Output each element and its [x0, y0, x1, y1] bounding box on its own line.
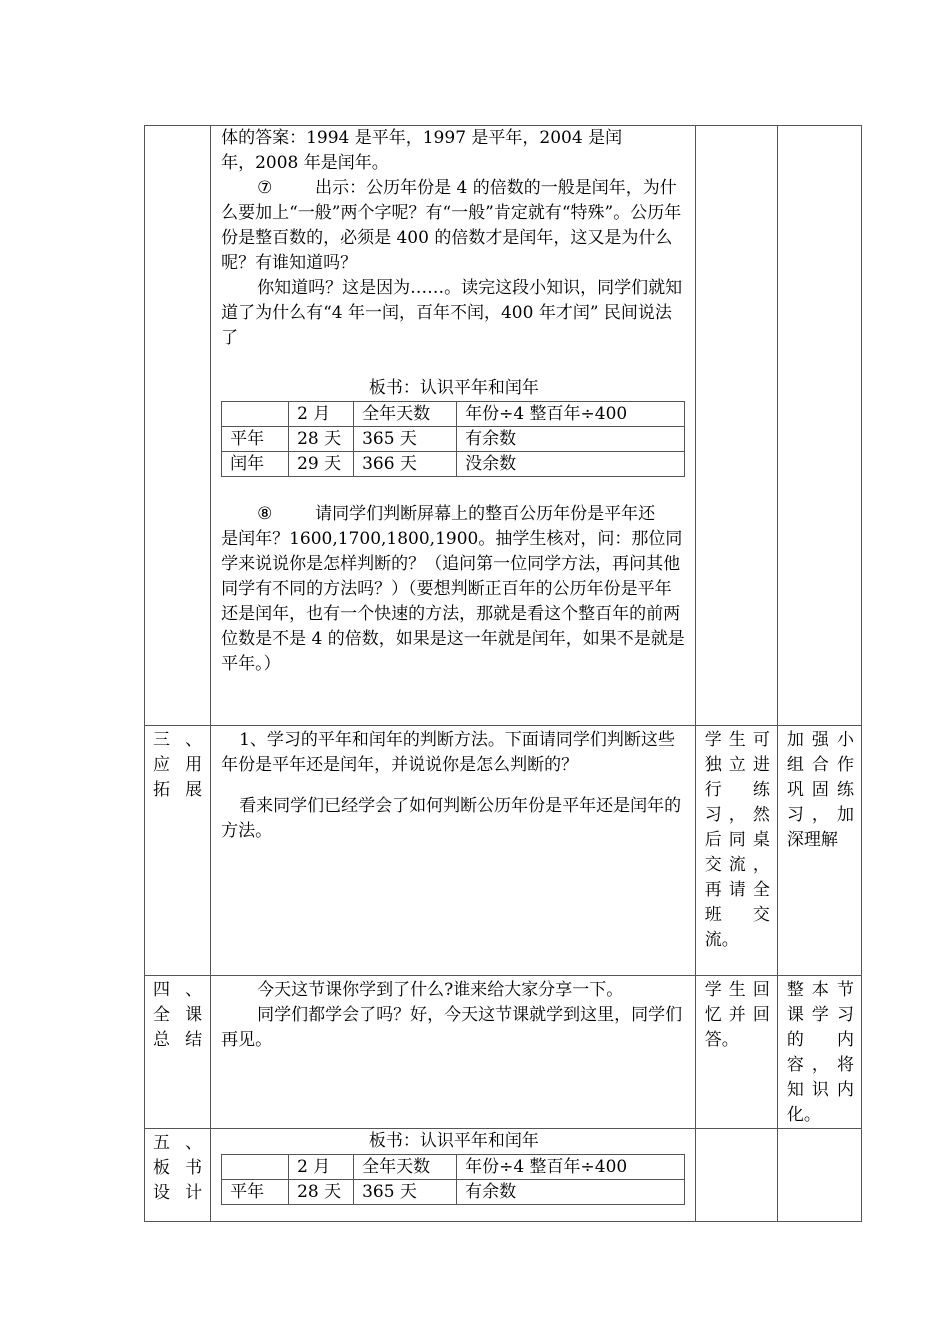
board-cell: 28 天	[289, 1180, 354, 1205]
table-row	[145, 976, 862, 1129]
teaching-process-cell	[211, 726, 696, 976]
teaching-process-cell	[211, 126, 696, 726]
item-8	[221, 502, 687, 527]
paragraph: 1、学习的平年和闰年的判断方法。下面请同学们判断这些年份是平年还是闰年，并说说你是怎么判断的？	[221, 730, 675, 775]
board-cell: 没余数	[457, 452, 685, 477]
board-cell: 闰年	[222, 452, 289, 477]
board-cell	[222, 1155, 289, 1180]
student-activity-cell	[695, 126, 777, 726]
design-intent-cell	[777, 976, 861, 1129]
board-cell: 29 天	[289, 452, 354, 477]
board-row	[222, 452, 685, 477]
stage-cell	[145, 726, 211, 976]
item-number: ⑦	[257, 178, 273, 198]
text-line: 体的答案：1994 是平年，1997 是平年，2004 是闰	[221, 128, 623, 148]
board-cell: 28 天	[289, 427, 354, 452]
board-cell: 有余数	[457, 427, 685, 452]
board-cell: 平年	[222, 427, 289, 452]
board-cell: 366 天	[354, 452, 457, 477]
student-activity-text: 学生可独立进行练习，然后同桌交流，再请全班交流。	[704, 730, 770, 950]
paragraph: 是闰年？1600,1700,1800,1900。抽学生核对，问：那位同学来说说你是怎样判断的？（追问第一位同学方法，再问其他同学有不同的方法吗？）（要想判断正百年的公历年份是平年还是闰年，也有一个快速的方法，那就是看这个整百年的前两位数是不是 4 的倍数，如果是这一年就是闰年，如果不是就是平年。）	[221, 529, 685, 674]
board-cell: 全年天数	[354, 402, 457, 427]
student-activity-cell	[695, 726, 777, 976]
design-intent-text: 加强小组合作巩固练习，加深理解	[786, 730, 854, 850]
student-activity-text: 学生回忆并回答。	[704, 980, 770, 1050]
paragraph: 同学们都学会了吗？好，今天这节课就学到这里，同学们再见。	[221, 1005, 683, 1050]
board-cell: 全年天数	[354, 1155, 457, 1180]
board-title: 板书：认识平年和闰年	[368, 1131, 539, 1151]
board-cell: 2 月	[289, 402, 354, 427]
lesson-plan-page	[144, 125, 862, 1222]
table-row	[145, 726, 862, 976]
item-text: 出示：公历年份是 4 的倍数的一般是闰年，为什	[315, 178, 677, 198]
item-number: ⑧	[257, 504, 273, 524]
board-title: 板书：认识平年和闰年	[368, 378, 539, 398]
paragraph: 看来同学们已经学会了如何判断公历年份是平年还是闰年的方法。	[221, 796, 682, 841]
design-intent-cell	[777, 126, 861, 726]
lesson-plan-table	[144, 125, 862, 1222]
board-cell: 年份÷4 整百年÷400	[457, 1155, 685, 1180]
board-cell	[222, 402, 289, 427]
paragraph: 么要加上“一般”两个字呢？有“一般”肯定就有“特殊”。公历年份是整百数的，必须是 400 的倍数才是闰年，这又是为什么呢？有谁知道吗？	[221, 203, 682, 273]
item-text: 请同学们判断屏幕上的整百公历年份是平年还	[315, 504, 656, 524]
paragraph: 今天这节课你学到了什么?谁来给大家分享一下。	[257, 980, 624, 1000]
board-cell: 2 月	[289, 1155, 354, 1180]
board-cell: 365 天	[354, 427, 457, 452]
board-cell: 365 天	[354, 1180, 457, 1205]
table-row	[145, 126, 862, 726]
board-header-row	[222, 402, 685, 427]
teaching-process-cell	[211, 976, 696, 1129]
stage-cell-empty	[145, 126, 211, 726]
board-row	[222, 1180, 685, 1205]
board-cell: 年份÷4 整百年÷400	[457, 402, 685, 427]
board-cell: 有余数	[457, 1180, 685, 1205]
stage-label: 四 、全 课总结	[153, 980, 203, 1050]
board-header-row	[222, 1155, 685, 1180]
stage-cell	[145, 1129, 211, 1222]
student-activity-cell	[695, 976, 777, 1129]
text-line: 年，2008 年是闰年。	[221, 153, 389, 173]
table-row	[145, 1129, 862, 1222]
design-intent-cell	[777, 1129, 861, 1222]
stage-cell	[145, 976, 211, 1129]
board-table	[221, 401, 685, 477]
board-table	[221, 1154, 685, 1205]
board-row	[222, 427, 685, 452]
board-cell: 平年	[222, 1180, 289, 1205]
stage-label: 五 、板 书设计	[153, 1133, 203, 1203]
stage-label: 三 、应 用拓展	[153, 730, 203, 800]
design-intent-text: 整本节课学习的内容，将知识内化。	[786, 980, 854, 1125]
design-intent-cell	[777, 726, 861, 976]
student-activity-cell	[695, 1129, 777, 1222]
paragraph: 你知道吗？这是因为……。读完这段小知识，同学们就知道了为什么有“4 年一闰，百年不闰，400 年才闰” 民间说法了	[221, 278, 683, 348]
item-7	[221, 176, 687, 201]
teaching-process-cell	[211, 1129, 696, 1222]
